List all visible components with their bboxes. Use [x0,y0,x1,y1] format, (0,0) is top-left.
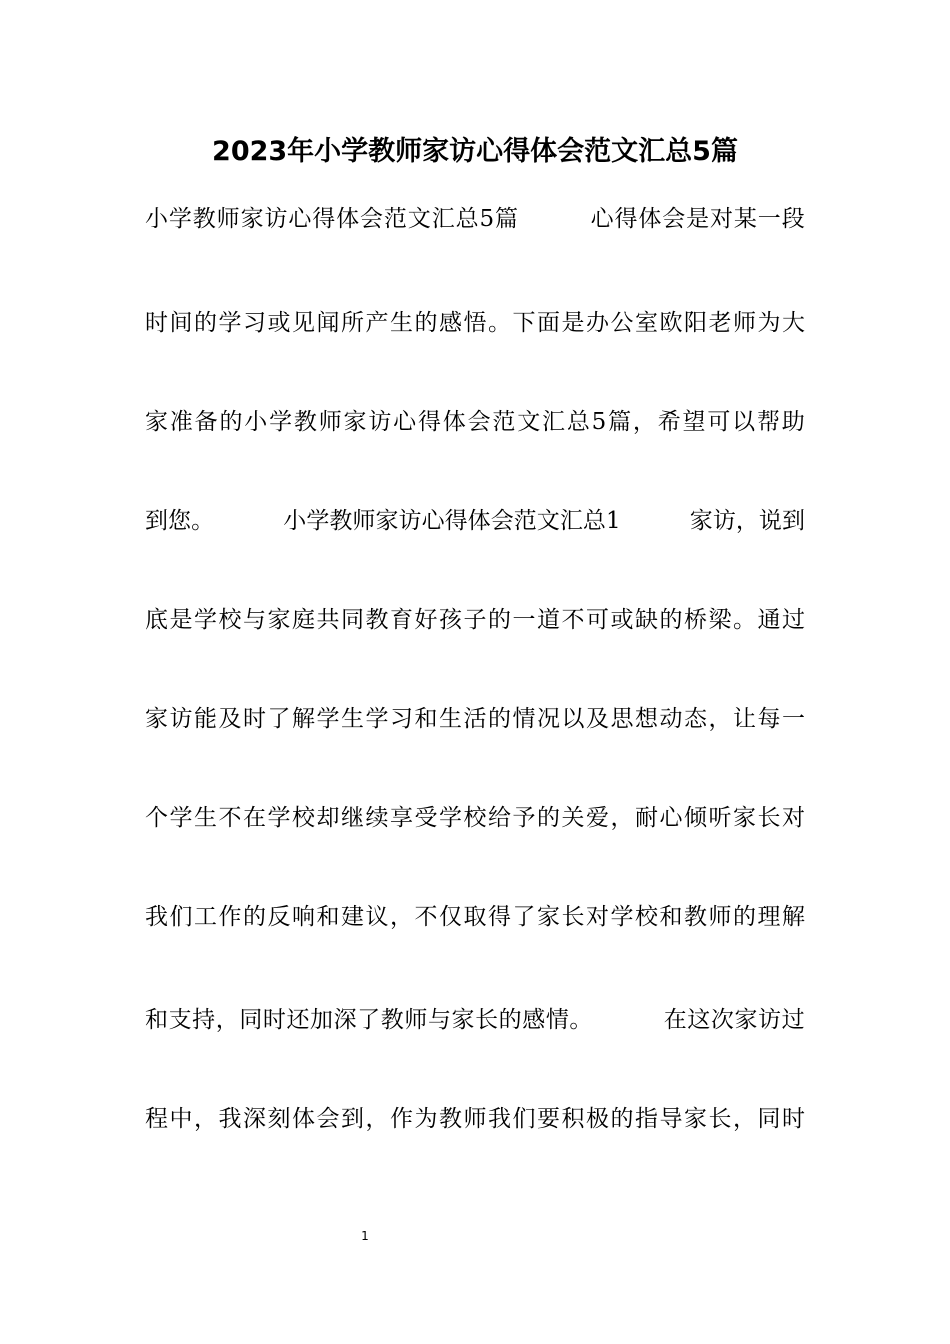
body-char [593,1000,616,1040]
body-char: 和 [659,904,683,930]
body-char: 家 [689,508,713,534]
body-char: 一 [757,206,781,232]
body-char: 5 [591,409,607,435]
body-char: 师 [733,310,756,336]
body-char: 作 [390,1106,413,1132]
body-char: 想 [635,706,658,732]
body-char: 小 [244,409,268,435]
body-char: ， [733,1106,756,1132]
body-char: 感 [439,310,462,336]
body-char: 5 [479,206,495,232]
body-char: 学 [316,706,340,732]
body-char: 我 [145,904,168,930]
body-char: 文 [517,409,541,435]
body-char: 和 [414,706,438,732]
body-char: 段 [781,206,805,232]
body-char: 会 [316,1106,340,1132]
body-char: 为 [414,1106,438,1132]
body-char: 间 [169,310,193,336]
body-char: 室 [635,310,658,336]
body-char [644,501,667,541]
body-char: 师 [404,1007,428,1033]
body-char: 学 [306,508,330,534]
body-char: 了 [267,706,291,732]
body-char: 您 [168,508,192,534]
body-char: 或 [610,607,634,633]
body-char: ， [610,805,634,831]
body-char: 教 [365,607,389,633]
body-char: 访 [758,1007,782,1033]
body-char: 导 [659,1106,683,1132]
body-char: 同 [341,607,364,633]
body-char: 会 [662,206,686,232]
body-char: 得 [312,206,336,232]
body-char: 心 [421,508,445,534]
body-char: 长 [757,805,781,831]
body-char: 学 [168,206,192,232]
body-char: 。 [191,508,215,534]
body-char: 的 [243,904,266,930]
body-char: 动 [659,706,683,732]
body-char: 大 [782,310,805,336]
body-char: 受 [414,805,438,831]
body-char: 家 [145,409,168,435]
document-title: 2023年小学教师家访心得体会范文汇总5篇 [212,136,738,167]
body-char: ， [632,409,656,435]
body-char: 响 [292,904,315,930]
body-line [145,402,805,442]
body-char: 予 [512,805,536,831]
body-char: 访 [398,508,422,534]
body-char: 情 [545,1007,569,1033]
body-char: 师 [352,508,376,534]
body-char: 生 [194,805,217,831]
body-char: 道 [537,607,560,633]
body-char: 一 [512,607,536,633]
body-char: 过 [781,1007,805,1033]
body-char: 们 [512,1106,536,1132]
body-char: 校 [292,805,315,831]
body-char: 孩 [439,607,462,633]
body-char: 帮 [756,409,780,435]
body-char: 或 [267,310,291,336]
body-line [145,1000,805,1040]
body-char: 解 [782,904,805,930]
body-char: 底 [145,607,168,633]
body-char: 议 [365,904,389,930]
body-char: 教 [329,508,353,534]
body-char: 指 [635,1106,658,1132]
body-char: 不 [561,607,585,633]
body-char: 老 [708,310,732,336]
body-char: 了 [357,1007,381,1033]
body-char: 让 [733,706,756,732]
body-char: 篇 [608,409,632,435]
body-char: 所 [341,310,364,336]
body-char: 家 [451,1007,475,1033]
body-char: 每 [757,706,781,732]
body-char: 的 [219,409,243,435]
body-char: 理 [757,904,781,930]
body-char: 活 [463,706,487,732]
body-char: 的 [498,1007,522,1033]
body-char: 情 [512,706,536,732]
body-char: 中 [169,1106,193,1132]
body-char: 学 [194,607,217,633]
body-char: 见 [292,310,315,336]
body-char: 小 [145,206,168,232]
body-char: 习 [243,310,266,336]
body-char: 汇 [431,206,455,232]
body-char: 时 [145,310,168,336]
body-char: 作 [218,904,242,930]
body-char: 时 [243,706,266,732]
body-char: 的 [537,805,560,831]
body-char: 家 [240,206,264,232]
body-char: 到 [145,508,168,534]
body-char: 面 [537,310,560,336]
body-char: 与 [427,1007,451,1033]
body-char: 的 [488,607,511,633]
body-char: 访 [169,706,193,732]
body-char: 我 [218,1106,242,1132]
body-char: 总 [566,409,590,435]
body-char: 个 [145,805,168,831]
body-char: 备 [194,409,218,435]
body-char: 教 [192,206,216,232]
body-char: 工 [194,904,217,930]
body-char: 生 [390,310,413,336]
body-char: 给 [488,805,511,831]
body-char: 学 [169,805,193,831]
body-char: 家 [684,1106,707,1132]
body-char: 对 [782,805,805,831]
body-char: 学 [269,409,293,435]
body-char: 享 [390,805,413,831]
body-char: 时 [782,1106,805,1132]
body-char: 取 [463,904,487,930]
body-char: 对 [586,904,609,930]
body-char: 访 [368,409,392,435]
body-char: 程 [145,1106,168,1132]
body-char: 深 [333,1007,357,1033]
body-char: 们 [169,904,193,930]
body-char [640,1000,663,1040]
body-char: 教 [380,1007,404,1033]
body-char: 办 [586,310,609,336]
body-char: 师 [216,206,240,232]
body-char: 育 [390,607,413,633]
body-char: 解 [292,706,315,732]
body-char: 希 [657,409,681,435]
body-char: 为 [757,310,781,336]
body-char: 续 [365,805,389,831]
body-char: 桥 [684,607,707,633]
body-char: 悟 [463,310,487,336]
body-char: 学 [218,310,242,336]
body-char: 子 [463,607,487,633]
body-char: 是 [561,310,585,336]
body-char: 反 [267,904,291,930]
body-char [621,501,644,541]
body-char: 时 [262,1007,286,1033]
body-char: 体 [336,206,360,232]
body-char: 心 [590,206,614,232]
body-char: 倾 [684,805,707,831]
body-char: 教 [293,409,317,435]
body-char: 汇 [559,508,583,534]
body-char: 的 [488,706,511,732]
body-char: 闻 [316,310,340,336]
body-char: 得 [444,508,468,534]
body-char: 了 [512,904,536,930]
body-line [145,798,805,838]
body-char: 望 [682,409,706,435]
body-char: 产 [365,310,389,336]
body-char: 况 [537,706,560,732]
body-line [145,199,805,239]
body-char: 一 [782,706,805,732]
body-line [145,600,805,640]
body-char: 总 [455,206,479,232]
body-char: 能 [194,706,217,732]
body-char: 及 [218,706,242,732]
body-char: 对 [710,206,734,232]
body-char: 是 [686,206,710,232]
body-char: 可 [586,607,609,633]
body-char: 到 [341,1106,364,1132]
body-char: 建 [341,904,364,930]
body-char: ， [365,1106,389,1132]
body-char: 庭 [292,607,315,633]
body-char: 持 [192,1007,216,1033]
body-char: 师 [318,409,342,435]
body-char: 校 [463,805,487,831]
body-char: 关 [561,805,585,831]
body-char: 。 [488,310,511,336]
body-char: 师 [708,904,732,930]
body-char: 长 [475,1007,499,1033]
body-char: 态 [684,706,707,732]
body-char: 家 [733,805,756,831]
body-char: 支 [168,1007,192,1033]
body-char [260,501,283,541]
body-char: 生 [439,706,462,732]
body-char: ， [215,1007,239,1033]
body-char: 体 [467,508,491,534]
body-char: 好 [414,607,438,633]
body-char: 会 [360,206,384,232]
body-char: 师 [463,1106,487,1132]
body-char: ， [194,1106,217,1132]
body-char: 的 [733,904,756,930]
body-char: 爱 [586,805,609,831]
body-char: 通 [757,607,781,633]
body-char: 访 [264,206,288,232]
body-char: 深 [243,1106,266,1132]
body-char: 体 [292,1106,315,1132]
body-char: 可 [707,409,731,435]
body-char: 校 [218,607,242,633]
body-char: 过 [782,607,805,633]
body-char: 我 [488,1106,511,1132]
body-char: 极 [586,1106,609,1132]
body-char: 学 [365,706,389,732]
body-char: 学 [439,805,462,831]
body-char [617,1000,640,1040]
body-char: 得 [614,206,638,232]
body-char: 家 [375,508,399,534]
body-char: 心 [288,206,312,232]
body-char: 家 [267,607,291,633]
body-line [145,897,805,937]
body-char: 不 [414,904,438,930]
body-char: 下 [512,310,536,336]
body-char: 感 [522,1007,546,1033]
body-char [519,199,542,239]
body-char: 准 [169,409,193,435]
body-char: 以 [732,409,756,435]
body-char: ， [735,508,759,534]
body-line [145,699,805,739]
body-char: 家 [537,904,560,930]
body-char: 要 [537,1106,560,1132]
body-char [567,199,590,239]
body-char: 次 [710,1007,734,1033]
body-char: 。 [733,607,756,633]
body-char [543,199,566,239]
body-char: 家 [145,706,168,732]
body-char: 1 [605,508,621,534]
body-char: 不 [218,805,242,831]
body-char: 公 [610,310,634,336]
body-char: 体 [638,206,662,232]
body-char: 的 [610,1106,634,1132]
body-char: 体 [442,409,466,435]
body-char: 积 [561,1106,585,1132]
body-char: 长 [708,1106,732,1132]
body-char: 教 [439,1106,462,1132]
body-char: 到 [781,508,805,534]
body-char: 范 [383,206,407,232]
body-line [145,1099,805,1139]
body-char: 缺 [635,607,658,633]
body-char: 却 [316,805,340,831]
body-char: 学 [610,904,634,930]
body-char: 加 [310,1007,334,1033]
body-char: 在 [663,1007,687,1033]
body-char: 家 [343,409,367,435]
body-char: 的 [414,310,438,336]
body-char: 仅 [439,904,462,930]
body-char [237,501,260,541]
page-number: 1 [361,1229,369,1243]
body-char: 得 [417,409,441,435]
body-line [145,303,805,343]
body-char: ， [390,904,413,930]
body-char: 心 [393,409,417,435]
body-char: 文 [407,206,431,232]
body-char: 教 [684,904,707,930]
body-char: 还 [286,1007,310,1033]
body-char: 及 [586,706,609,732]
body-char: ， [708,706,732,732]
body-char: 文 [536,508,560,534]
body-char: 和 [145,1007,168,1033]
body-char: 欧 [659,310,683,336]
body-char: 心 [659,805,683,831]
body-char: 校 [635,904,658,930]
body-char: 在 [243,805,266,831]
body-char: 是 [169,607,193,633]
body-char: 以 [561,706,585,732]
body-char: 范 [492,409,516,435]
body-char: 会 [490,508,514,534]
body-char: 同 [757,1106,781,1132]
body-char: 生 [341,706,364,732]
body-char: 梁 [708,607,732,633]
body-char: 听 [708,805,732,831]
body-char: 范 [513,508,537,534]
body-char: 汇 [542,409,565,435]
body-char: 阳 [684,310,707,336]
body-char: 习 [390,706,413,732]
body-char: 助 [781,409,805,435]
body-char [667,501,690,541]
body-char: 总 [582,508,606,534]
body-char: 共 [316,607,340,633]
body-char: 思 [610,706,634,732]
body-char: 与 [243,607,266,633]
body-char: 的 [194,310,217,336]
body-char: 家 [734,1007,758,1033]
body-char: 耐 [635,805,658,831]
body-char [214,501,237,541]
body-char: 长 [561,904,585,930]
body-char: 继 [341,805,364,831]
body-char: 刻 [267,1106,291,1132]
body-char: 小 [283,508,307,534]
body-char: 同 [239,1007,263,1033]
body-char: 某 [733,206,757,232]
body-char: 和 [316,904,340,930]
body-char: 。 [569,1007,593,1033]
body-char: 会 [467,409,491,435]
body-char: 的 [659,607,683,633]
body-char: 这 [687,1007,711,1033]
body-char: 说 [758,508,782,534]
body-char: 访 [712,508,736,534]
body-char: 得 [488,904,511,930]
body-line [145,501,805,541]
body-char: 篇 [495,206,518,232]
body-char: 学 [267,805,291,831]
